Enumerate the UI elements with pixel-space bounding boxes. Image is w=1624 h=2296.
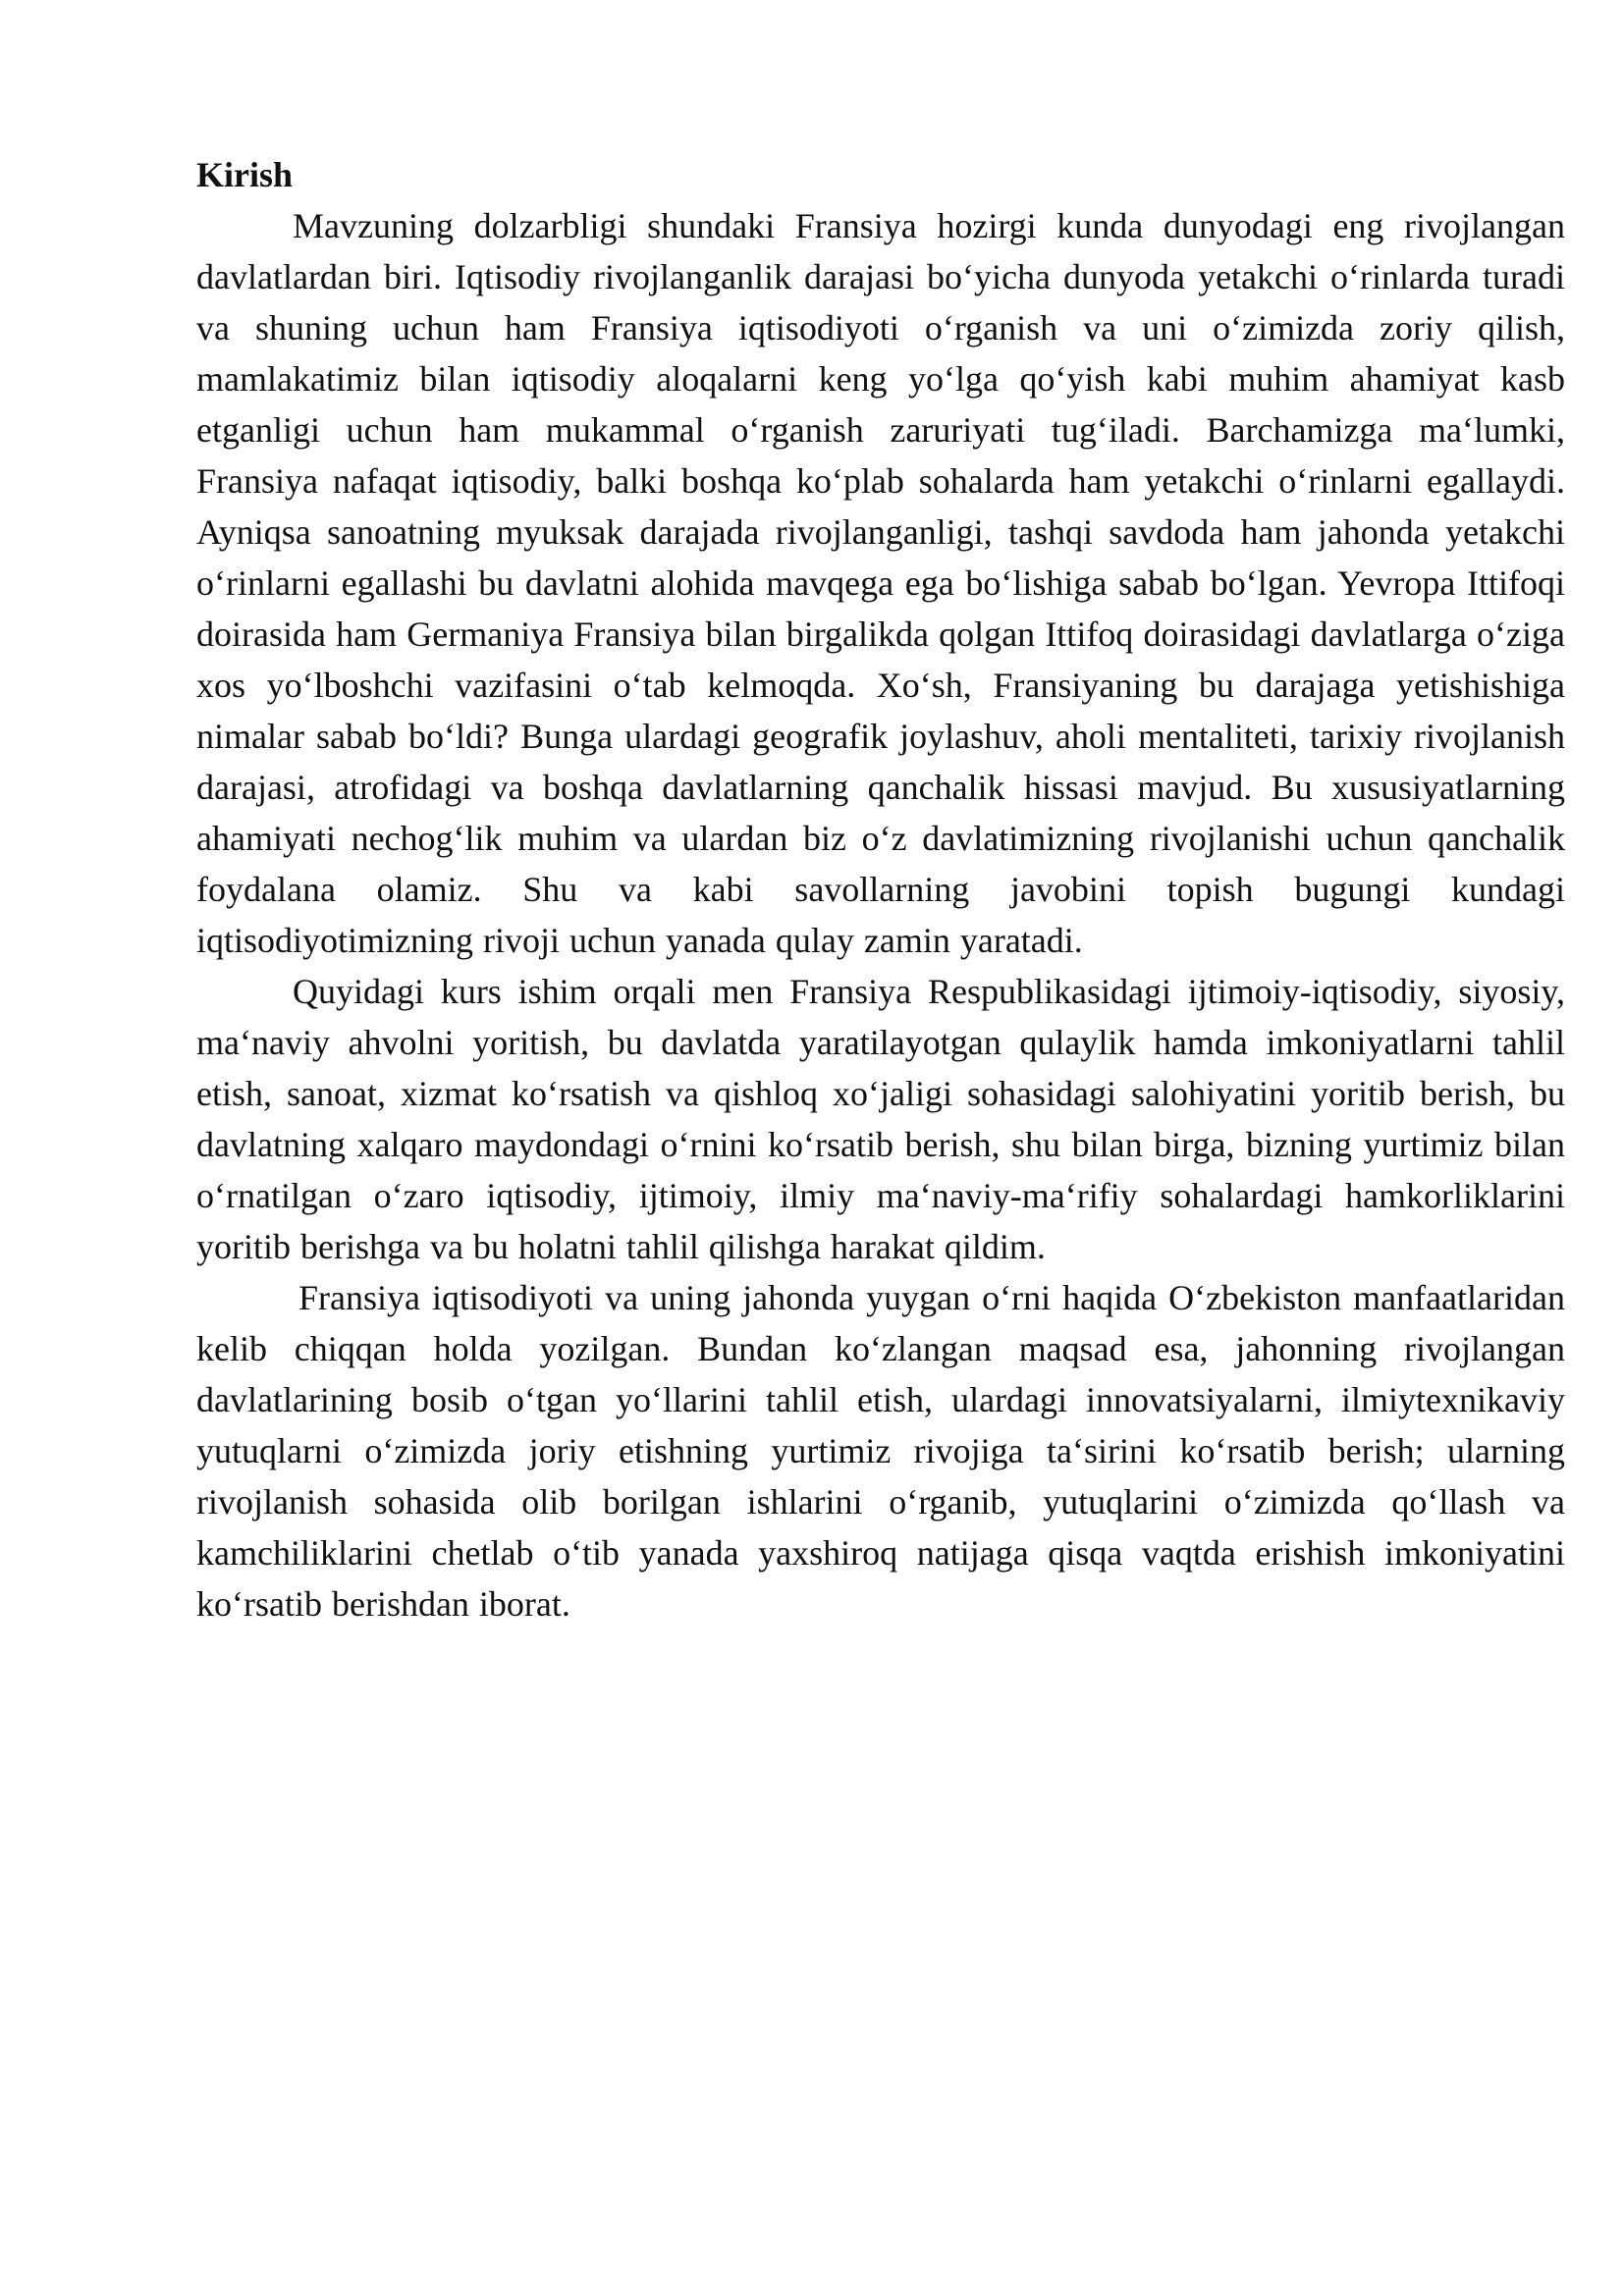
paragraph-introduction: Mavzuning dolzarbligi shundaki Fransiya hozirgi kunda dunyodagi eng rivojlangan davlatlardan biri. Iqtisodiy rivojlanganlik darajasi bo‘yicha dunyoda yetakchi o‘rinlarda turadi va shuning uchun ham Fransiya iqtisodiyoti o‘rganish va uni o‘zimizda zoriy qilish, mamlakatimiz bilan iqtisodiy aloqalarni keng yo‘lga qo‘yish kabi muhim ahamiyat kasb etganligi uchun ham mukammal o‘rganish zaruriyati tug‘iladi. Barchamizga ma‘lumki, Fransiya nafaqat iqtisodiy, balki boshqa ko‘plab sohalarda ham yetakchi o‘rinlarni egallaydi. Ayniqsa sanoatning myuksak darajada rivojlanganligi, tashqi savdoda ham jahonda yetakchi o‘rinlarni egallashi bu davlatni alohida mavqega ega bo‘lishiga sabab bo‘lgan. Yevropa Ittifoqi doirasida ham Germaniya Fransiya bilan birgalikda qolgan Ittifoq doirasidagi davlatlarga o‘ziga xos yo‘lboshchi vazifasini o‘tab kelmoqda. Xo‘sh, Fransiyaning bu darajaga yetishishiga nimalar sabab bo‘ldi? Bunga ulardagi geografik joylashuv, aholi mentaliteti, tarixiy rivojlanish darajasi, atrofidagi va boshqa davlatlarning qanchalik hissasi mavjud. Bu xususiyatlarning ahamiyati nechog‘lik muhim va ulardan biz o‘z davlatimizning rivojlanishi uchun qanchalik foydalana olamiz. Shu va kabi savollarning javobini topish bugungi kundagi iqtisodiyotimizning rivoji uchun yanada qulay zamin yaratadi. <box>196 206 1565 960</box>
paragraph-goal: Fransiya iqtisodiyoti va uning jahonda yuygan o‘rni haqida O‘zbekiston manfaatlaridan kelib chiqqan holda yozilgan. Bundan ko‘zlangan maqsad esa, jahonning rivojlangan davlatlarining bosib o‘tgan yo‘llarini tahlil etish, ulardagi innovatsiyalarni, ilmiytexnikaviy yutuqlarni o‘zimizda joriy etishning yurtimiz rivojiga ta‘sirini ko‘rsatib berish; ularning rivojlanish sohasida olib borilgan ishlarini o‘rganib, yutuqlarini o‘zimizda qo‘llash va kamchiliklarini chetlab o‘tib yanada yaxshiroq natijaga qisqa vaqtda erishish imkoniyatini ko‘rsatib berishdan iborat. <box>196 1278 1565 1624</box>
section-heading: Kirish <box>196 155 294 194</box>
document-page <box>196 149 1565 1629</box>
paragraph-purpose: Quyidagi kurs ishim orqali men Fransiya Respublikasidagi ijtimoiy-iqtisodiy, siyosiy, ma‘naviy ahvolni yoritish, bu davlatda yaratilayotgan qulaylik hamda imkoniyatlarni tahlil etish, sanoat, xizmat ko‘rsatish va qishloq xo‘jaligi sohasidagi salohiyatini yoritib berish, bu davlatning xalqaro maydondagi o‘rnini ko‘rsatib berish, shu bilan birga, bizning yurtimiz bilan o‘rnatilgan o‘zaro iqtisodiy, ijtimoiy, ilmiy ma‘naviy-ma‘rifiy sohalardagi hamkorliklarini yoritib berishga va bu holatni tahlil qilishga harakat qildim. <box>196 972 1565 1266</box>
